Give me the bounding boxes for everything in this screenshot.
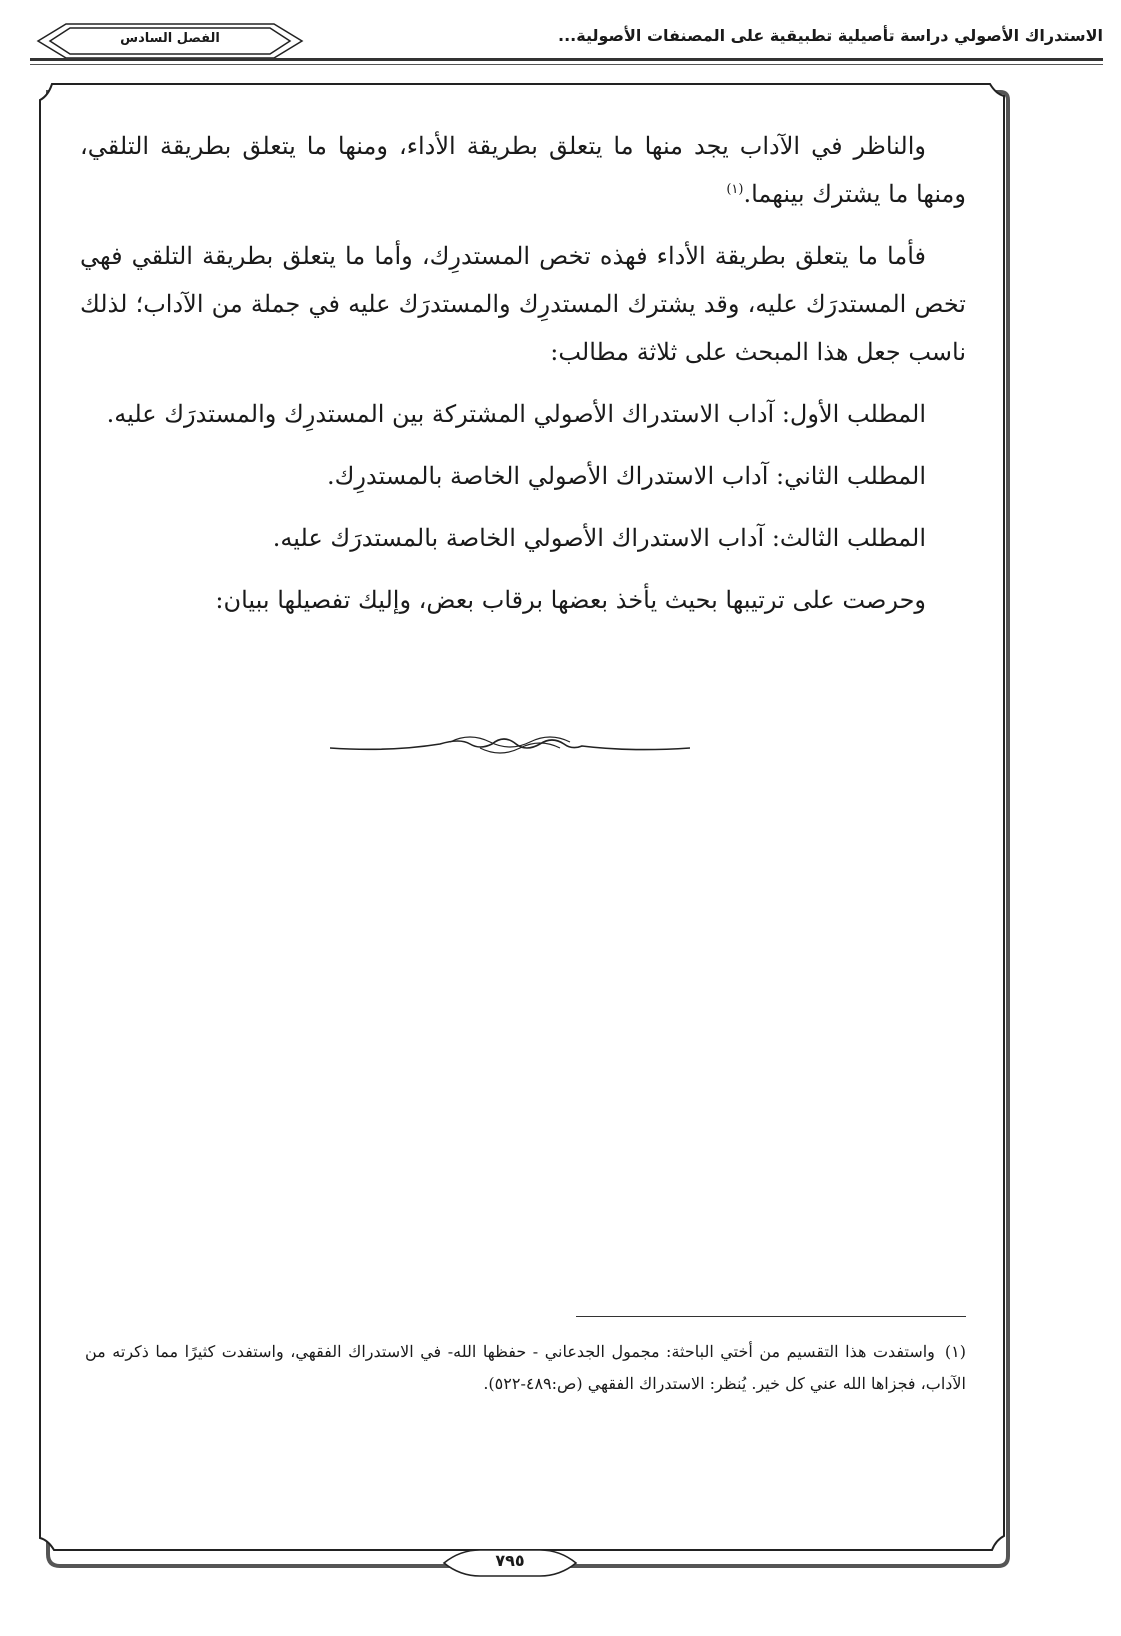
footnote-separator (576, 1316, 966, 1317)
list-item: المطلب الثاني: آداب الاستدراك الأصولي الخاصة بالمستدرِك. (326, 462, 926, 490)
paragraph-1 (80, 122, 966, 218)
list-item: المطلب الثالث: آداب الاستدراك الأصولي الخاصة بالمستدرَك عليه. (272, 524, 926, 552)
list-item: المطلب الأول: آداب الاستدراك الأصولي المشتركة بين المستدرِك والمستدرَك عليه. (106, 400, 926, 428)
page-number-tab (440, 1546, 580, 1580)
footnote-number: (١) (944, 1342, 966, 1361)
paragraph-1-text: والناظر في الآداب يجد منها ما يتعلق بطريقة الأداء، ومنها ما يتعلق بطريقة التلقي، ومنها ما يشترك بينهما. (80, 132, 966, 208)
book-title: الاستدراك الأصولي دراسة تأصيلية تطبيقية على المصنفات الأصولية... (558, 26, 1103, 45)
paragraph-2: فأما ما يتعلق بطريقة الأداء فهذه تخص المستدرِك، وأما ما يتعلق بطريقة التلقي فهي تخص المستدرَك عليه، وقد يشترك المستدرِك والمستدرَك عليه في جملة من الآداب؛ لذلك ناسب جعل هذا المبحث على ثلاثة مطالب: (80, 242, 966, 366)
main-text (80, 122, 966, 638)
paragraph-3: وحرصت على ترتيبها بحيث يأخذ بعضها برقاب بعض، وإليك تفصيلها ببيان: (215, 586, 926, 614)
page-number: ٧٩٥ (495, 1551, 525, 1570)
footnote (85, 1336, 966, 1400)
footnote-marker[interactable]: (١) (726, 182, 744, 197)
running-header (30, 22, 1103, 62)
chapter-label: الفصل السادس (120, 31, 220, 46)
section-end-ornament (330, 728, 690, 768)
chapter-tab (30, 22, 310, 60)
footnote-text: واستفدت هذا التقسيم من أختي الباحثة: مجمول الجدعاني - حفظها الله- في الاستدراك الفقهي، واستفدت كثيرًا مما ذكرته من الآداب، فجزاها الله عني كل خير. يُنظر: الاستدراك الفقهي (ص:٤٨٩-٥٢٢). (85, 1342, 966, 1393)
header-rules (30, 58, 1103, 68)
